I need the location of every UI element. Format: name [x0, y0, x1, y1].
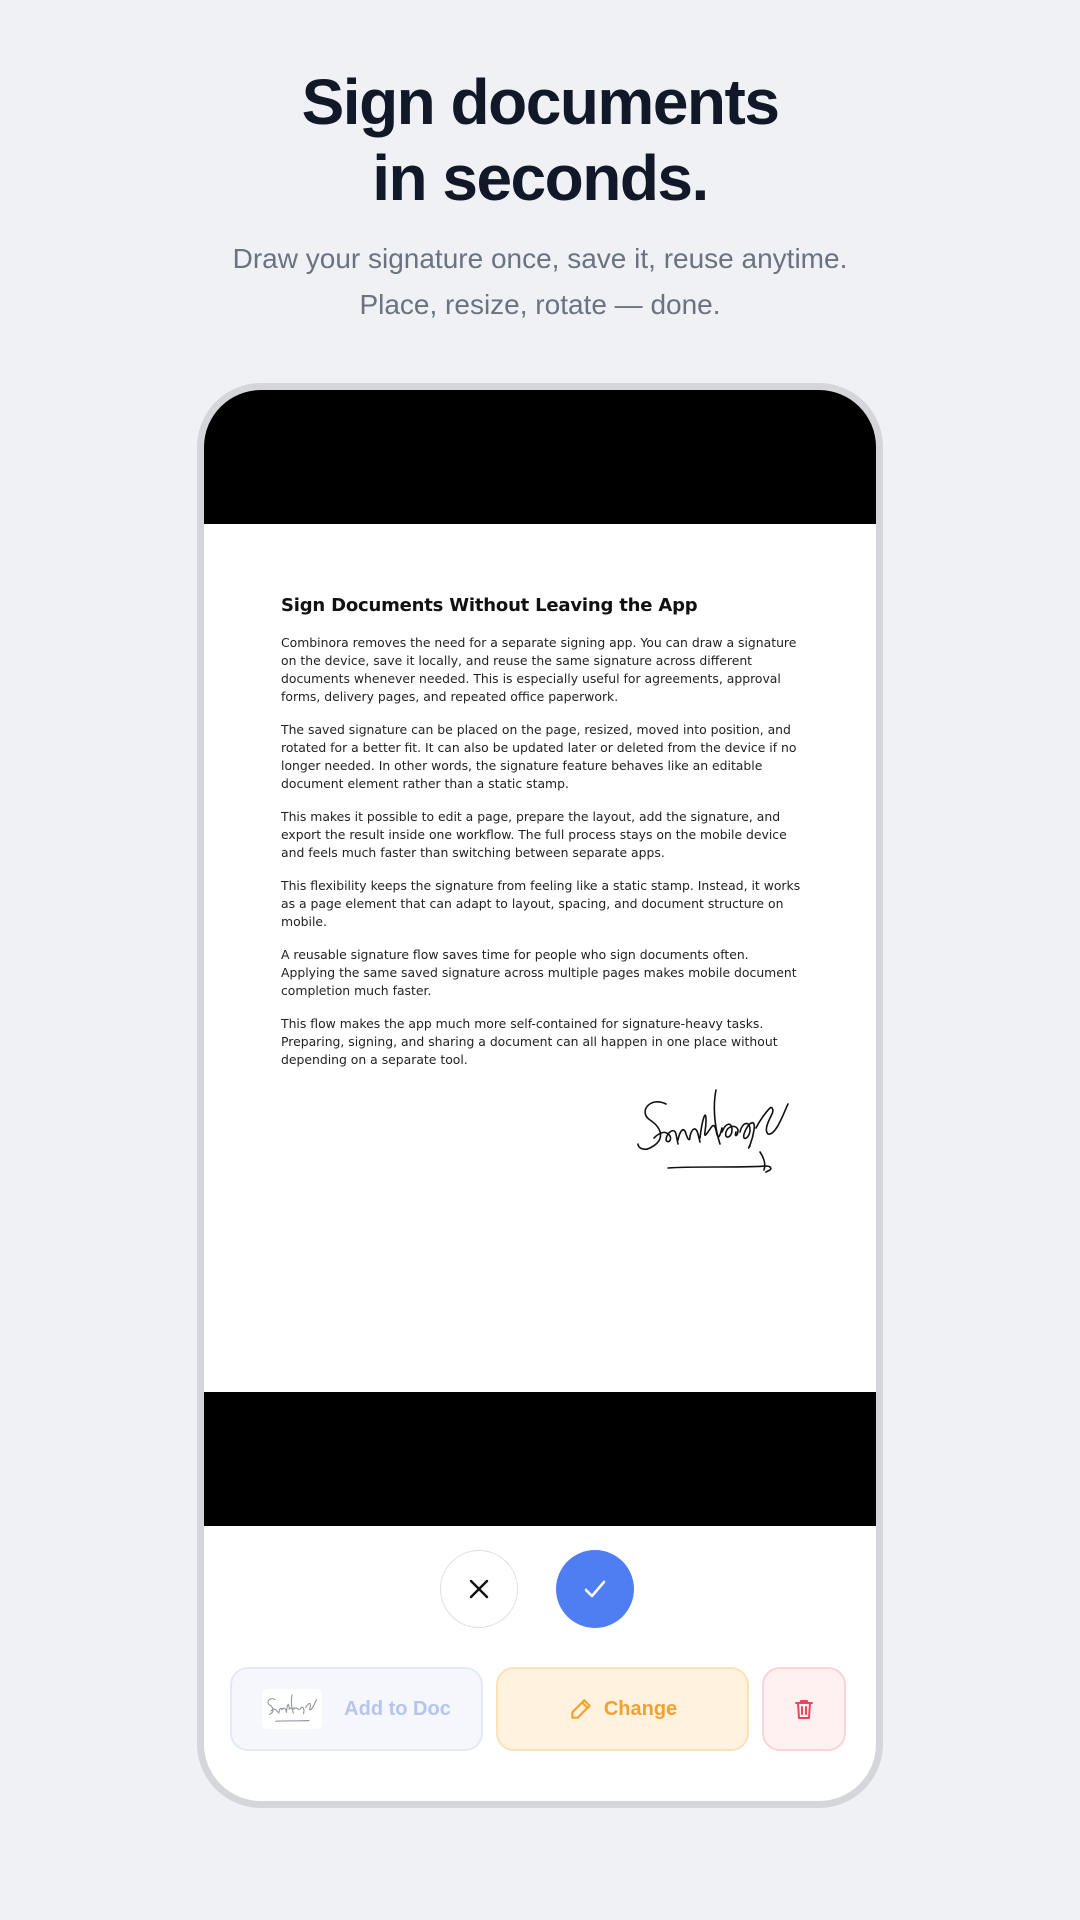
document-page[interactable]	[204, 524, 876, 1392]
letterbox-bottom	[204, 1392, 876, 1526]
phone-frame	[197, 383, 883, 1808]
phone-screen	[204, 390, 876, 1801]
document-paragraph: This makes it possible to edit a page, prepare the layout, add the signature, and export the result inside one workflow. The full process stays on the mobile device and feels much faster than switching between separate apps.	[281, 809, 787, 860]
confirm-button[interactable]	[556, 1550, 634, 1628]
hero-subtitle	[0, 236, 1080, 328]
subtitle-line-1: Draw your signature once, save it, reuse anytime.	[232, 243, 848, 274]
subtitle-line-2: Place, resize, rotate — done.	[359, 289, 721, 320]
add-to-doc-button[interactable]	[230, 1667, 483, 1751]
headline-line-2: in seconds.	[372, 142, 708, 214]
placed-signature[interactable]	[636, 1082, 796, 1182]
document-paragraph: The saved signature can be placed on the page, resized, moved into position, and rotated for a better fit. It can also be updated later or deleted from the device if no longer needed. In other words, the signature feature behaves like an editable document element rather than a static stamp.	[281, 722, 797, 791]
add-to-doc-label: Add to Doc	[344, 1697, 451, 1720]
document-paragraph: This flow makes the app much more self-contained for signature-heavy tasks. Preparing, signing, and sharing a document can all happen in one place without depending on a separate tool.	[281, 1016, 778, 1067]
letterbox-top	[204, 390, 876, 524]
signature-thumbnail	[262, 1689, 322, 1729]
headline-line-1: Sign documents	[301, 66, 779, 138]
close-icon	[467, 1577, 491, 1601]
document-paragraph: This flexibility keeps the signature from feeling like a static stamp. Instead, it works as a page element that can adapt to layout, spacing, and document structure on mobile.	[281, 878, 801, 929]
document-content	[281, 594, 801, 1084]
cancel-button[interactable]	[440, 1550, 518, 1628]
document-paragraph: Combinora removes the need for a separate signing app. You can draw a signature on the device, save it locally, and reuse the same signature across different documents whenever needed. This is especially useful for agreements, approval forms, delivery pages, and repeated office paperwork.	[281, 635, 797, 704]
document-paragraph: A reusable signature flow saves time for people who sign documents often. Applying the same saved signature across multiple pages makes mobile document completion much faster.	[281, 947, 797, 998]
pencil-icon	[568, 1696, 594, 1722]
change-label: Change	[603, 1697, 678, 1720]
hero-headline	[0, 64, 1080, 216]
delete-signature-button[interactable]	[762, 1667, 846, 1751]
change-signature-button[interactable]	[496, 1667, 749, 1751]
document-title: Sign Documents Without Leaving the App	[281, 595, 698, 616]
check-icon	[581, 1575, 609, 1603]
trash-icon	[792, 1697, 816, 1721]
